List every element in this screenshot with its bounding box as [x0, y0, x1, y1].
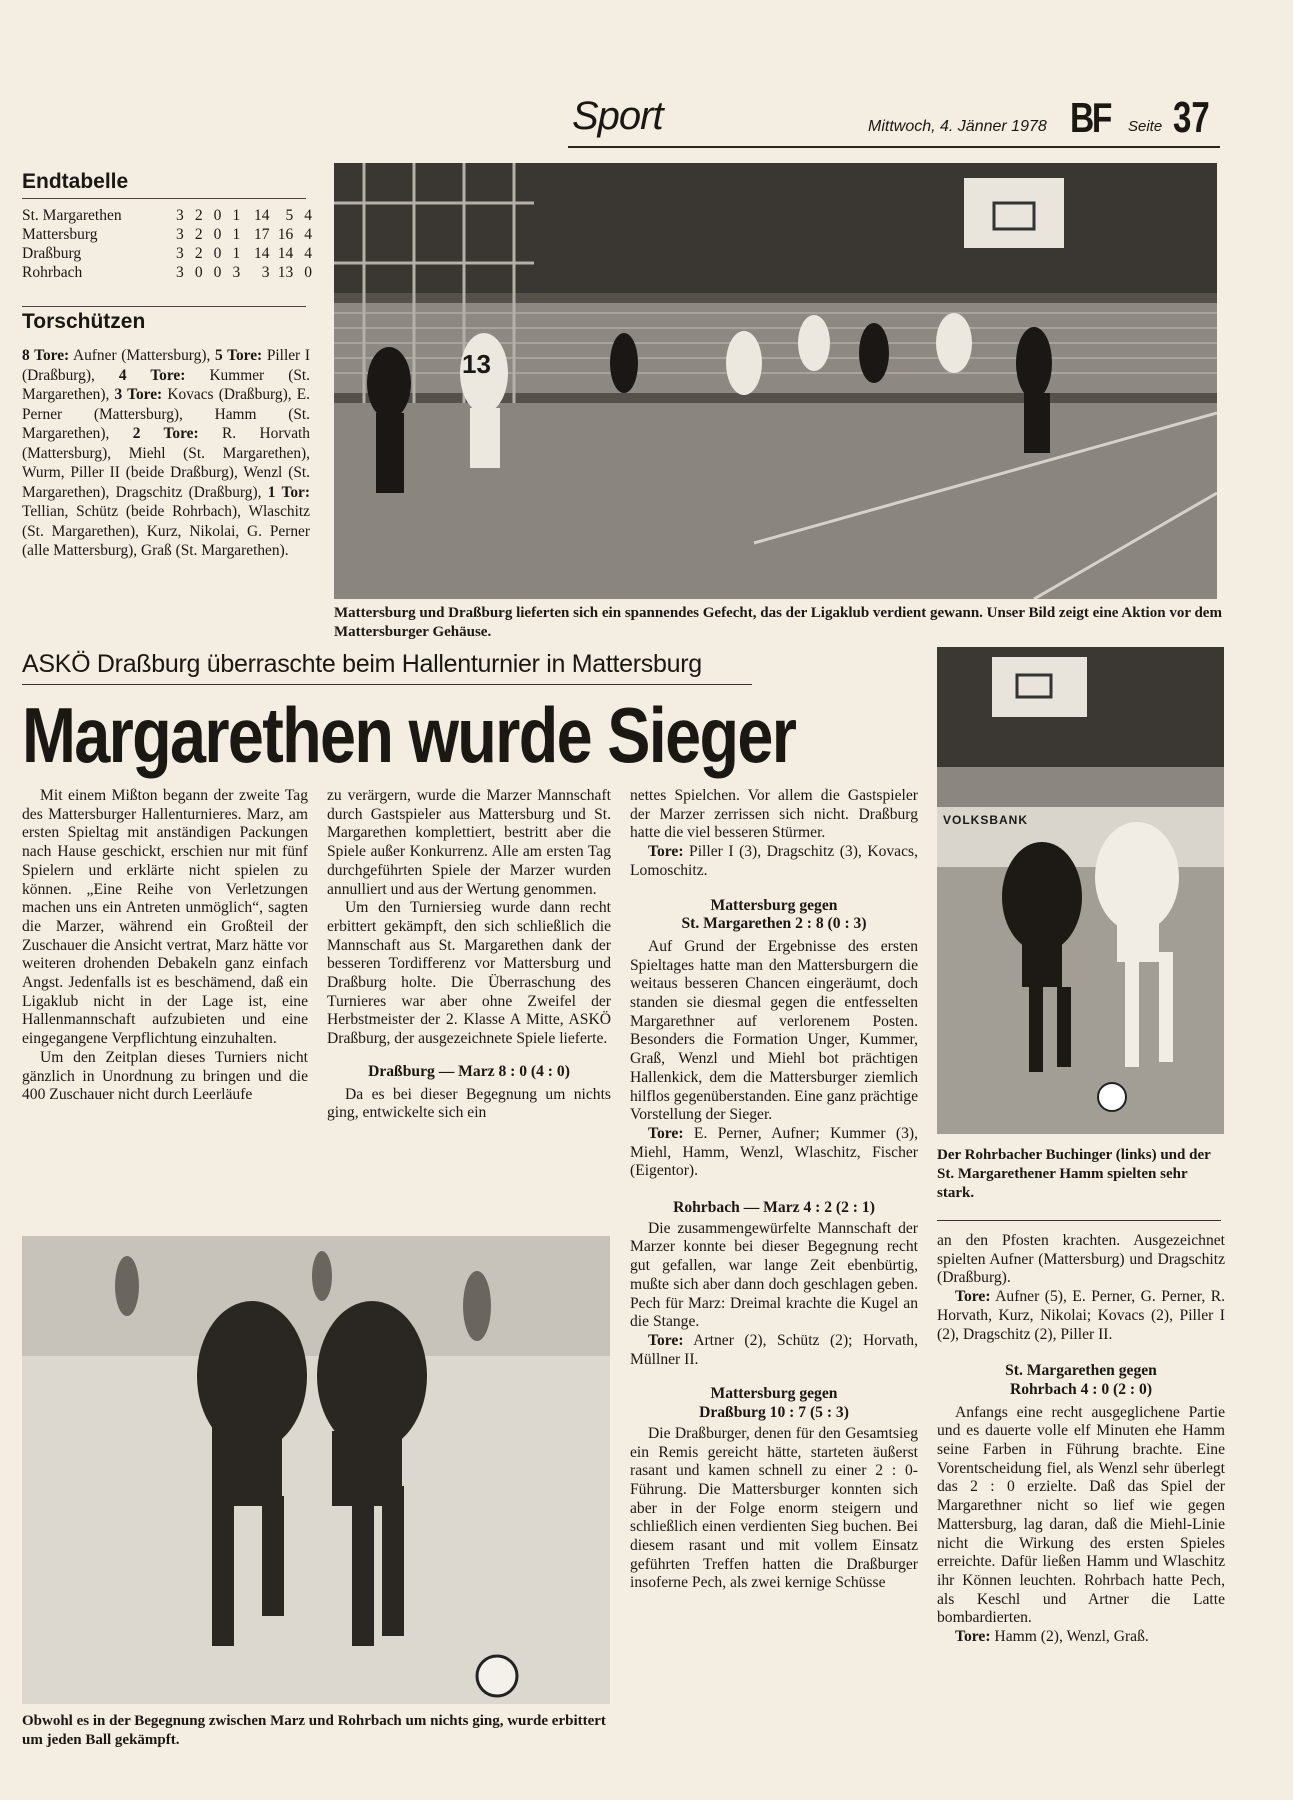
scorers-goal-count: 8 Tore: — [22, 347, 70, 364]
standings-cell-team: Rohrbach — [22, 264, 83, 281]
standings-cell-ga: 14 — [277, 245, 294, 262]
col3-intro: nettes Spielchen. Vor allem die Gastspieler der Marzer zerrissen sich nicht. Draßburg hatte die viel besseren Stürmer. — [630, 787, 918, 842]
match-heading-margarethen-rohrbach: St. Margarethen gegen — [1005, 1362, 1157, 1380]
standings-cell-d: 0 — [213, 245, 222, 262]
article-column-1 — [22, 787, 308, 1105]
standings-cell-l: 3 — [232, 264, 241, 281]
scorers-goal-count: 2 Tore: — [132, 425, 199, 442]
col3-goals-2: Tore: E. Perner, Aufner; Kummer (3), Miehl, Hamm, Wenzl, Wlaschitz, Fischer (Eigentor). — [630, 1124, 918, 1180]
scorers-title: Torschützen — [22, 310, 146, 333]
photo-right-caption: Der Rohrbacher Buchinger (links) und der St. Margarethener Hamm spielten sehr stark. — [937, 1147, 1211, 1201]
article-kicker: ASKÖ Draßburg überraschte beim Hallenturnier in Mattersburg — [22, 650, 702, 678]
jersey-number: 13 — [462, 349, 491, 379]
scorers-names: Piller I (Draßburg), — [22, 347, 310, 384]
col1-para-1: Mit einem Mißton begann der zweite Tag des Mattersburger Hallenturnieres. Marz, am ersten Spieltag mit anständigen Packungen nach Hause geschickt, erschien nur mit fünf Spielern und erklärte nicht spielen zu können. „Eine Reihe von Verletzungen machen uns ein Antreten unmöglich“, sagten die Marzer, während ein Großteil der Zuschauer die Ansicht vertrat, Marz hätte vor weiteren drohenden Debakeln ganz einfach Angst. Jedenfalls ist es beschämend, daß ein Ligaklub nicht in der Lage ist, eine Hallenmannschaft aufzubieten und eine eingegangene Verpflichtung einzuhalten. — [22, 787, 308, 1048]
match-score-mattersburg-drassburg: Draßburg 10 : 7 (5 : 3) — [699, 1404, 849, 1422]
scorers-names: Kummer (St. Margarethen), — [22, 366, 311, 403]
article-column-2 — [327, 787, 611, 1123]
standings-cell-p: 3 — [176, 264, 184, 281]
standings-cell-w: 0 — [194, 264, 203, 281]
col3-match4-text: Die Draßburger, denen für den Gesamtsieg ein Remis gereicht hätte, starteten äußerst rasant und kamen schnell zu einer 2 : 0-Führung. Die Mattersburger konnten sich aber in der Folge enorm steigern und schließlich einen verdienten Sieg buchen. Bei diesem rasant und mit vollem Einsatz geführten Treffen hatten die Draßburger insoferne Pech, als zwei kernige Schüsse — [630, 1424, 918, 1592]
col3-goals-1: Tore: Piller I (3), Dragschitz (3), Kovacs, Lomoschitz. — [630, 843, 918, 879]
issue-date: Mittwoch, 4. Jänner 1978 — [868, 118, 1047, 135]
col2-para-1: zu verärgern, wurde die Marzer Mannschaft durch Gastspieler aus Mattersburg und St. Margarethen komplettiert, bestritt aber die Spiele außer Konkurrenz. Alle am ersten Tag durchgeführten Spiele der Marzer wurden annulliert und aus der Wertung genommen. — [327, 787, 611, 898]
standings-row — [22, 206, 312, 225]
standings-row — [22, 263, 312, 282]
photo-bottom-caption: Obwohl es in der Begegnung zwischen Marz und Rohrbach um nichts ging, wurde erbittert um jeden Ball gekämpft. — [22, 1713, 606, 1748]
col3-goals-3: Tore: Artner (2), Schütz (2); Horvath, Müllner II. — [630, 1331, 918, 1368]
scorers-goal-count: 3 Tore: — [114, 386, 163, 403]
standings-row — [22, 225, 312, 244]
standings-cell-l: 1 — [232, 207, 241, 224]
col4-rule — [937, 1220, 1221, 1221]
match-heading-mattersburg-drassburg: Mattersburg gegen — [710, 1385, 838, 1403]
scorers-names: Kovacs (Draßburg), E. Perner (Mattersburg), Hamm (St. Margarethen), — [22, 386, 310, 442]
standings-cell-pts: 4 — [304, 245, 313, 262]
page-number: 37 — [1173, 93, 1210, 142]
standings-cell-w: 2 — [194, 245, 203, 262]
standings-cell-p: 3 — [176, 207, 184, 224]
scorers-goal-count: 5 Tore: — [215, 347, 263, 364]
scorers-names: Aufner (Mattersburg), — [69, 347, 215, 364]
article-column-4 — [937, 1232, 1225, 1647]
standings-row — [22, 244, 312, 263]
photo-top-caption: Mattersburg und Draßburg lieferten sich ein spannendes Gefecht, das der Ligaklub verdient gewann. Unser Bild zeigt eine Aktion vor dem Mattersburger Gehäuse. — [334, 605, 1222, 640]
scorers-names: R. Horvath (Mattersburg), Miehl (St. Margarethen), Wurm, Piller II (beide Draßburg), Wenzl (St. Margarethen), Dragschitz (Draßburg), — [22, 425, 310, 501]
col2-para-3: Da es bei dieser Begegnung um nichts ging, entwickelte sich ein — [327, 1085, 611, 1122]
scorers-list — [22, 346, 310, 561]
standings-cell-team: Draßburg — [22, 245, 82, 262]
photo-right-duel — [937, 647, 1224, 1134]
hall-banner: VOLKSBANK — [943, 813, 1029, 827]
photo-bottom-duel — [22, 1236, 610, 1704]
standings-cell-gf: 14 — [253, 245, 270, 262]
col3-match3-text: Die zusammengewürfelte Mannschaft der Marzer konnte bei dieser Begegnung recht gut gefallen, war lange Zeit ebenbürtig, mußte sich aber dann doch geschlagen geben. Pech für Marz: Dreimal krachte die Kugel an die Stange. — [630, 1219, 918, 1331]
standings-cell-ga: 5 — [285, 207, 294, 224]
kicker-rule — [22, 684, 752, 685]
match-score-mattersburg-margarethen: St. Margarethen 2 : 8 (0 : 3) — [681, 915, 867, 933]
standings-cell-team: St. Margarethen — [22, 207, 122, 224]
standings-cell-d: 0 — [213, 226, 222, 243]
standings-cell-pts: 4 — [304, 226, 313, 243]
newspaper-logo: BF — [1070, 94, 1110, 141]
standings-cell-d: 0 — [213, 207, 222, 224]
standings-cell-w: 2 — [194, 207, 203, 224]
scorers-goal-count: 1 Tor: — [267, 483, 310, 501]
standings-cell-pts: 4 — [304, 207, 313, 224]
standings-cell-p: 3 — [176, 245, 184, 262]
standings-cell-p: 3 — [176, 226, 184, 243]
standings-table — [22, 206, 312, 282]
col4-match5-text: Anfangs eine recht ausgeglichene Partie und es dauerte volle elf Minuten ehe Hamm seine Farben in Führung brachte. Eine Vorentscheidung fiel, als Wenzl sehr überlegt das 2 : 0 erzielte. Daß das Spiel der Margarethner nicht so lief wie gegen Mattersburg, lag daran, daß die Miehl-Linie nicht die Wirkung des ersten Spieles erreichte. Dafür ließen Hamm und Wlaschitz ihr Können leuchten. Rohrbach hatte Pech, als Keschl und Artner die Latte bombardierten. — [937, 1403, 1225, 1627]
scorers-goal-count: 4 Tore: — [118, 366, 186, 384]
standings-cell-gf: 14 — [253, 207, 270, 224]
standings-cell-pts: 0 — [304, 264, 313, 281]
article-column-3 — [630, 787, 918, 1593]
article-headline: Margarethen wurde Sieger — [22, 691, 796, 779]
col1-para-2: Um den Zeitplan dieses Turniers nicht gänzlich in Unordnung zu bringen und die 400 Zuschauer nicht durch Leerläufe — [22, 1048, 308, 1104]
photo-top-hall-match — [334, 163, 1217, 599]
standings-cell-w: 2 — [194, 226, 203, 243]
col4-goals-1: Tore: Aufner (5), E. Perner, G. Perner, R. Horvath, Kurz, Nikolai; Kovacs (2), Piller I (2), Dragschitz (2), Piller II. — [937, 1288, 1225, 1343]
match-heading-mattersburg-margarethen: Mattersburg gegen — [710, 896, 838, 914]
scorers-names: Tellian, Schütz (beide Rohrbach), Wlaschitz (St. Margarethen), Kurz, Nikolai, G. Perner (alle Mattersburg), Graß (St. Margarethen). — [22, 503, 310, 559]
standings-cell-gf: 3 — [261, 264, 270, 281]
section-title: Sport — [572, 94, 663, 138]
col4-intro: an den Pfosten krachten. Ausgezeichnet spielten Aufner (Mattersburg) und Dragschitz (Draßburg). — [937, 1232, 1225, 1287]
standings-cell-l: 1 — [232, 226, 241, 243]
standings-cell-d: 0 — [213, 264, 222, 281]
col4-goals-2: Tore: Hamm (2), Wenzl, Graß. — [955, 1628, 1149, 1646]
scorers-rule — [22, 306, 306, 307]
match-heading-drassburg-marz: Draßburg — Marz 8 : 0 (4 : 0) — [368, 1062, 570, 1080]
standings-title: Endtabelle — [22, 170, 129, 193]
col2-para-2: Um den Turniersieg wurde dann recht erbittert gekämpft, den sich schließlich die Mannschaft aus St. Margarethen dank der besseren Tordifferenz vor Mattersburg und Draßburg holte. Die Überraschung des Turnieres war aber ohne Zweifel der Herbstmeister der 2. Klasse A Mitte, ASKÖ Draßburg, der ausgezeichnete Spiele lieferte. — [327, 899, 611, 1048]
header-rule — [568, 146, 1220, 148]
match-heading-rohrbach-marz: Rohrbach — Marz 4 : 2 (2 : 1) — [673, 1199, 875, 1217]
standings-cell-l: 1 — [232, 245, 241, 262]
standings-cell-ga: 16 — [277, 226, 294, 243]
standings-cell-ga: 13 — [277, 264, 294, 281]
col3-match2-text: Auf Grund der Ergebnisse des ersten Spieltages hatte man den Mattersburgern die weitaus besseren Chancen eingeräumt, doch standen sie diesmal gegen die entfesselten Margarethner auf verlorenem Posten. Besonders die Formation Unger, Kummer, Graß, Wenzl und Miehl bot prächtigen Hallenkick, dem die Mattersburger ziemlich hilflos gegenüberstanden. Eine ganz prächtige Vorstellung der Sieger. — [630, 937, 918, 1124]
match-score-margarethen-rohrbach: Rohrbach 4 : 0 (2 : 0) — [1009, 1380, 1153, 1398]
standings-cell-gf: 17 — [253, 226, 270, 243]
standings-rule — [22, 198, 306, 199]
page-label: Seite — [1128, 118, 1163, 135]
standings-cell-team: Mattersburg — [22, 226, 98, 243]
